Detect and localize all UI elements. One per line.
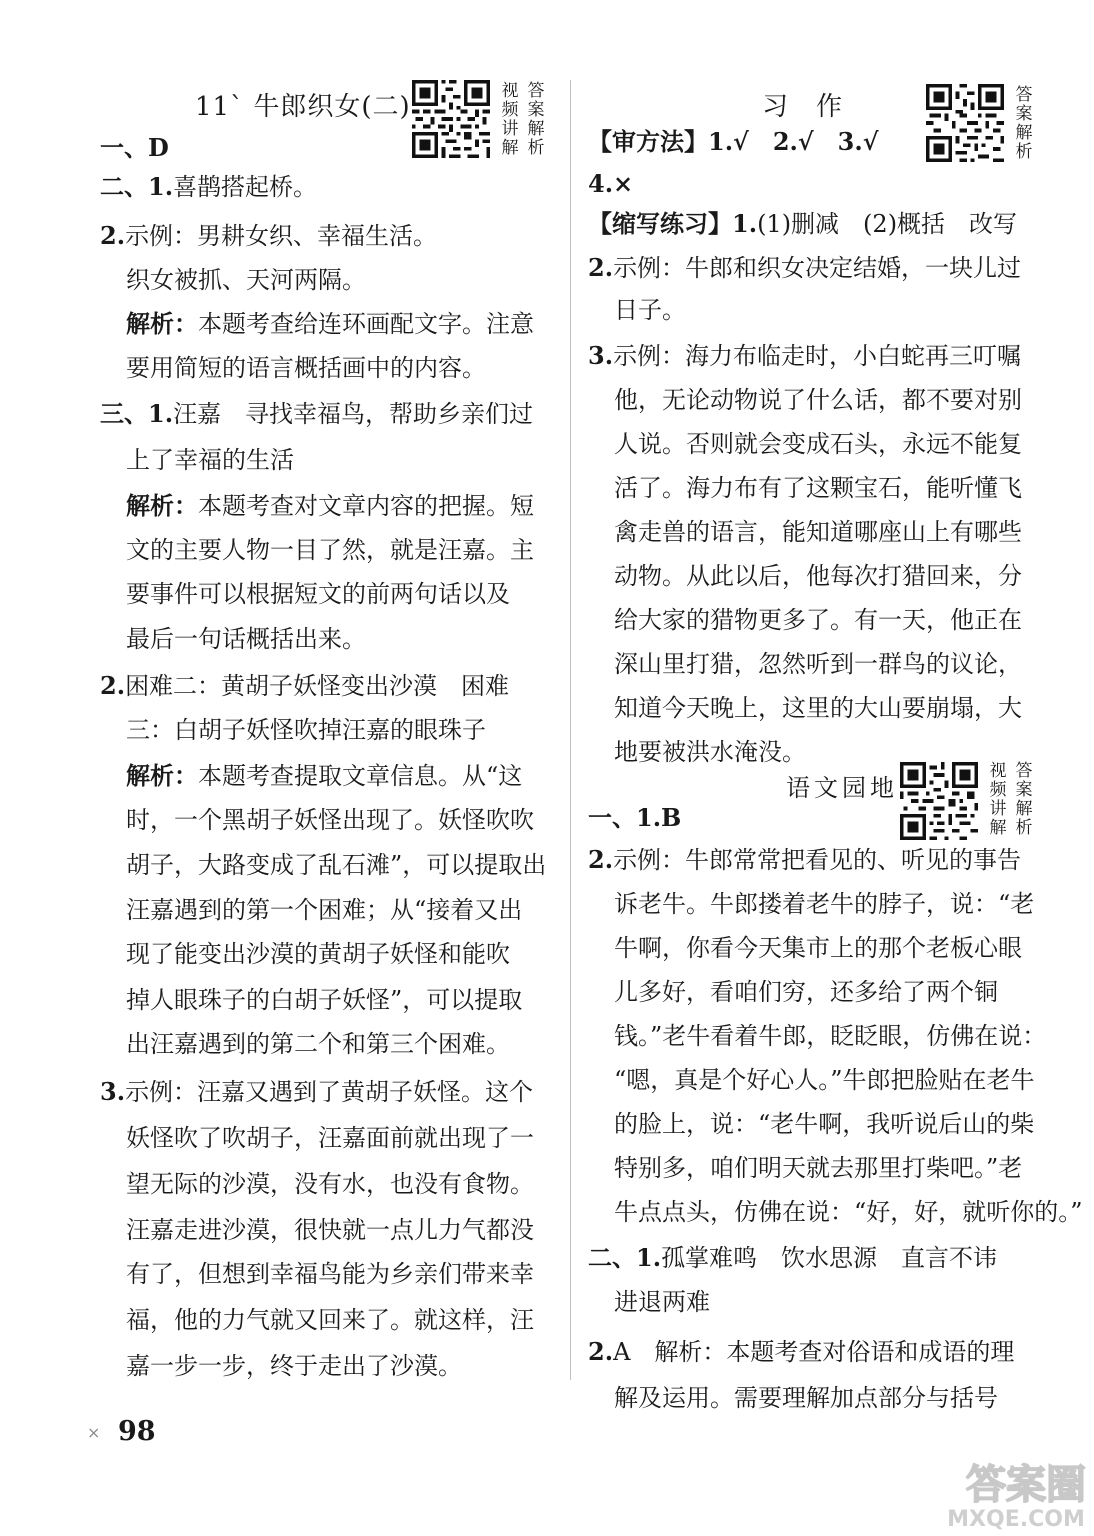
right-line: 诉老牛。牛郎搂着老牛的脖子，说：“老	[614, 890, 1035, 918]
right-title: 习 作	[762, 92, 844, 122]
right-line: 儿多好，看咱们穷，还多给了两个铜	[614, 978, 998, 1006]
video-label: 视频讲解	[501, 81, 519, 158]
right-line: 钱。”老牛看着牛郎，眨眨眼，仿佛在说：	[614, 1022, 1047, 1050]
right-line: 二、1.孤掌难鸣 饮水思源 直言不讳	[588, 1243, 998, 1272]
right-line: 一、1.B	[588, 803, 682, 832]
left-line: 出汪嘉遇到的第二个和第三个困难。	[126, 1030, 510, 1058]
left-line: 要用简短的语言概括画中的内容。	[126, 354, 486, 382]
right-line: “嗯，真是个好心人。”牛郎把脸贴在老牛	[614, 1066, 1035, 1094]
left-line: 织女被抓、天河两隔。	[126, 266, 366, 294]
right-line: 的脸上，说：“老牛啊，我听说后山的柴	[614, 1110, 1035, 1138]
page-number: 98	[118, 1416, 156, 1447]
right-line: 人说。否则就会变成石头，永远不能复	[614, 430, 1022, 458]
left-line: 福，他的力气就又回来了。就这样，汪	[126, 1306, 534, 1334]
left-line: 上了幸福的生活	[126, 446, 294, 474]
left-line: 三：白胡子妖怪吹掉汪嘉的眼珠子	[126, 716, 486, 744]
page-mark: ×	[87, 1423, 101, 1442]
qr-code-icon[interactable]	[900, 762, 978, 840]
right-line: 【审方法】1.√ 2.√ 3.√	[588, 127, 879, 156]
right-line: 动物。从此以后，他每次打猎回来，分	[614, 562, 1022, 590]
right-line: 2.示例：牛郎常常把看见的、听见的事告	[588, 845, 1022, 874]
right-line: 他，无论动物说了什么话，都不要对别	[614, 386, 1022, 414]
watermark-top: 答案圈	[966, 1462, 1086, 1508]
watermark-logo	[906, 1450, 1086, 1530]
left-line: 时，一个黑胡子妖怪出现了。妖怪吹吹	[126, 806, 534, 834]
left-line: 最后一句话概括出来。	[126, 625, 366, 653]
left-line: 三、1.汪嘉 寻找幸福鸟，帮助乡亲们过	[100, 399, 534, 428]
left-line: 胡子，大路变成了乱石滩”，可以提取出	[126, 851, 547, 879]
column-divider	[570, 80, 571, 1380]
right-line: 牛啊，你看今天集市上的那个老板心眼	[614, 934, 1022, 962]
left-title: 11` 牛郎织女(二)	[195, 92, 411, 122]
right-line: 特别多，咱们明天就去那里打柴吧。”老	[614, 1154, 1023, 1182]
right-line: 禽走兽的语言，能知道哪座山上有哪些	[614, 518, 1022, 546]
left-line: 3.示例：汪嘉又遇到了黄胡子妖怪。这个	[100, 1077, 534, 1106]
left-line: 掉人眼珠子的白胡子妖怪”，可以提取	[126, 986, 523, 1014]
right-line: 给大家的猎物更多了。有一天，他正在	[614, 606, 1022, 634]
left-line: 一、D	[100, 133, 169, 162]
right-line: 牛点点头，仿佛在说：“好，好，就听你的。”	[614, 1198, 1083, 1226]
left-line: 现了能变出沙漠的黄胡子妖怪和能吹	[126, 940, 510, 968]
right-line: 深山里打猎，忽然听到一群鸟的议论，	[614, 650, 1022, 678]
left-line: 有了，但想到幸福鸟能为乡亲们带来幸	[126, 1260, 534, 1288]
right-line: 解及运用。需要理解加点部分与括号	[614, 1384, 998, 1412]
left-line: 要事件可以根据短文的前两句话以及	[126, 580, 510, 608]
qr-code-icon[interactable]	[926, 84, 1004, 162]
video-label: 视频讲解	[989, 761, 1007, 838]
left-line: 望无际的沙漠，没有水，也没有食物。	[126, 1170, 534, 1198]
left-line: 汪嘉遇到的第一个困难；从“接着又出	[126, 896, 523, 924]
qr-code-icon[interactable]	[412, 80, 490, 158]
left-line: 嘉一步一步，终于走出了沙漠。	[126, 1352, 462, 1380]
answer-label: 答案解析	[527, 81, 545, 158]
section-title-yuwen: 语文园地	[786, 774, 898, 802]
left-line: 2.困难二：黄胡子妖怪变出沙漠 困难	[100, 671, 510, 700]
right-line: 【缩写练习】1.(1)删减 (2)概括 改写	[588, 209, 1018, 238]
left-line: 2.示例：男耕女织、幸福生活。	[100, 221, 438, 250]
left-line: 汪嘉走进沙漠，很快就一点儿力气都没	[126, 1216, 534, 1244]
left-line: 妖怪吹了吹胡子，汪嘉面前就出现了一	[126, 1124, 534, 1152]
right-line: 活了。海力布有了这颗宝石，能听懂飞	[614, 474, 1022, 502]
answer-label: 答案解析	[1015, 85, 1033, 162]
right-line: 2.示例：牛郎和织女决定结婚，一块儿过	[588, 253, 1022, 282]
right-line: 进退两难	[614, 1288, 710, 1316]
left-line: 文的主要人物一目了然，就是汪嘉。主	[126, 536, 534, 564]
left-line: 解析：本题考查给连环画配文字。注意	[126, 309, 534, 338]
answer-label: 答案解析	[1015, 761, 1033, 838]
left-line: 解析：本题考查对文章内容的把握。短	[126, 491, 534, 520]
left-line: 解析：本题考查提取文章信息。从“这	[126, 761, 523, 790]
right-line: 4.×	[588, 169, 634, 198]
right-line: 3.示例：海力布临走时，小白蛇再三叮嘱	[588, 341, 1022, 370]
right-line: 知道今天晚上，这里的大山要崩塌，大	[614, 694, 1022, 722]
left-line: 二、1.喜鹊搭起桥。	[100, 172, 318, 201]
right-line: 2.A 解析：本题考查对俗语和成语的理	[588, 1337, 1015, 1366]
watermark-bottom: MXQE.COM	[947, 1507, 1085, 1530]
right-line: 日子。	[614, 296, 686, 324]
right-line: 地要被洪水淹没。	[614, 738, 806, 766]
